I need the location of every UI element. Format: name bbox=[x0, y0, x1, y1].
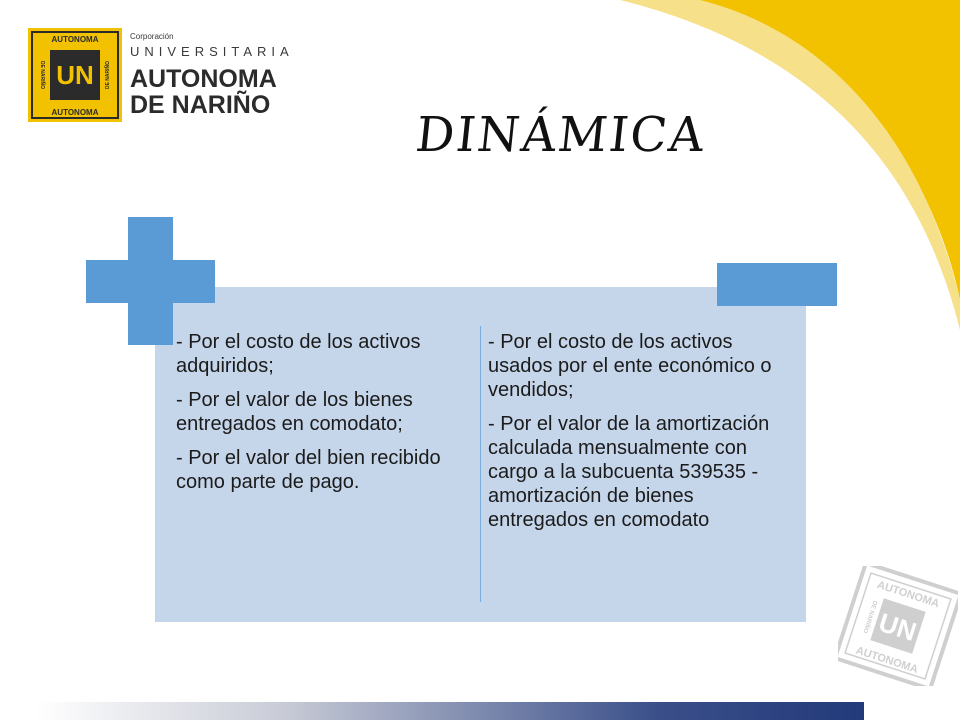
watermark-logo bbox=[838, 566, 958, 686]
debit-item: - Por el costo de los activos adquiridos; bbox=[176, 331, 421, 377]
watermark-mark: UN bbox=[875, 606, 921, 648]
watermark-bottom-text: AUTONOMA bbox=[854, 644, 920, 676]
slide-title: DINÁMICA bbox=[413, 107, 709, 163]
badge-mark: UN bbox=[56, 60, 94, 90]
watermark-side-text: DE NARIÑO bbox=[861, 599, 878, 634]
column-divider bbox=[480, 326, 481, 602]
credit-item: - Por el valor de la amortización calculada mensualmente con cargo a la subcuenta 539535 - amortización de bienes entregados en comodato bbox=[488, 413, 770, 531]
logo-line2: DE NARIÑO bbox=[130, 91, 271, 119]
university-logo bbox=[28, 28, 298, 124]
plus-icon-bar bbox=[86, 260, 215, 303]
debit-item: - Por el valor de los bienes entregados en comodato; bbox=[176, 389, 413, 435]
debit-column bbox=[176, 330, 476, 504]
logo-wordmark bbox=[130, 32, 300, 118]
badge-top-text: AUTONOMA bbox=[51, 35, 99, 44]
watermark-top-text: AUTONOMA bbox=[875, 578, 941, 611]
minus-icon bbox=[717, 263, 837, 306]
credit-column bbox=[488, 330, 793, 542]
logo-line1: AUTONOMA bbox=[130, 65, 277, 93]
credit-item: - Por el costo de los activos usados por el ente económico o vendidos; bbox=[488, 331, 772, 401]
footer-bar bbox=[36, 702, 864, 720]
badge-right-text: DE NARIÑO bbox=[105, 60, 111, 90]
logo-univ-text: UNIVERSITARIA bbox=[130, 44, 294, 59]
debit-item: - Por el valor del bien recibido como parte de pago. bbox=[176, 447, 441, 493]
badge-bottom-text: AUTONOMA bbox=[51, 108, 99, 117]
logo-corp-text: Corporación bbox=[130, 32, 174, 41]
badge-left-text: DE NARIÑO bbox=[39, 60, 45, 90]
logo-badge bbox=[28, 28, 122, 122]
